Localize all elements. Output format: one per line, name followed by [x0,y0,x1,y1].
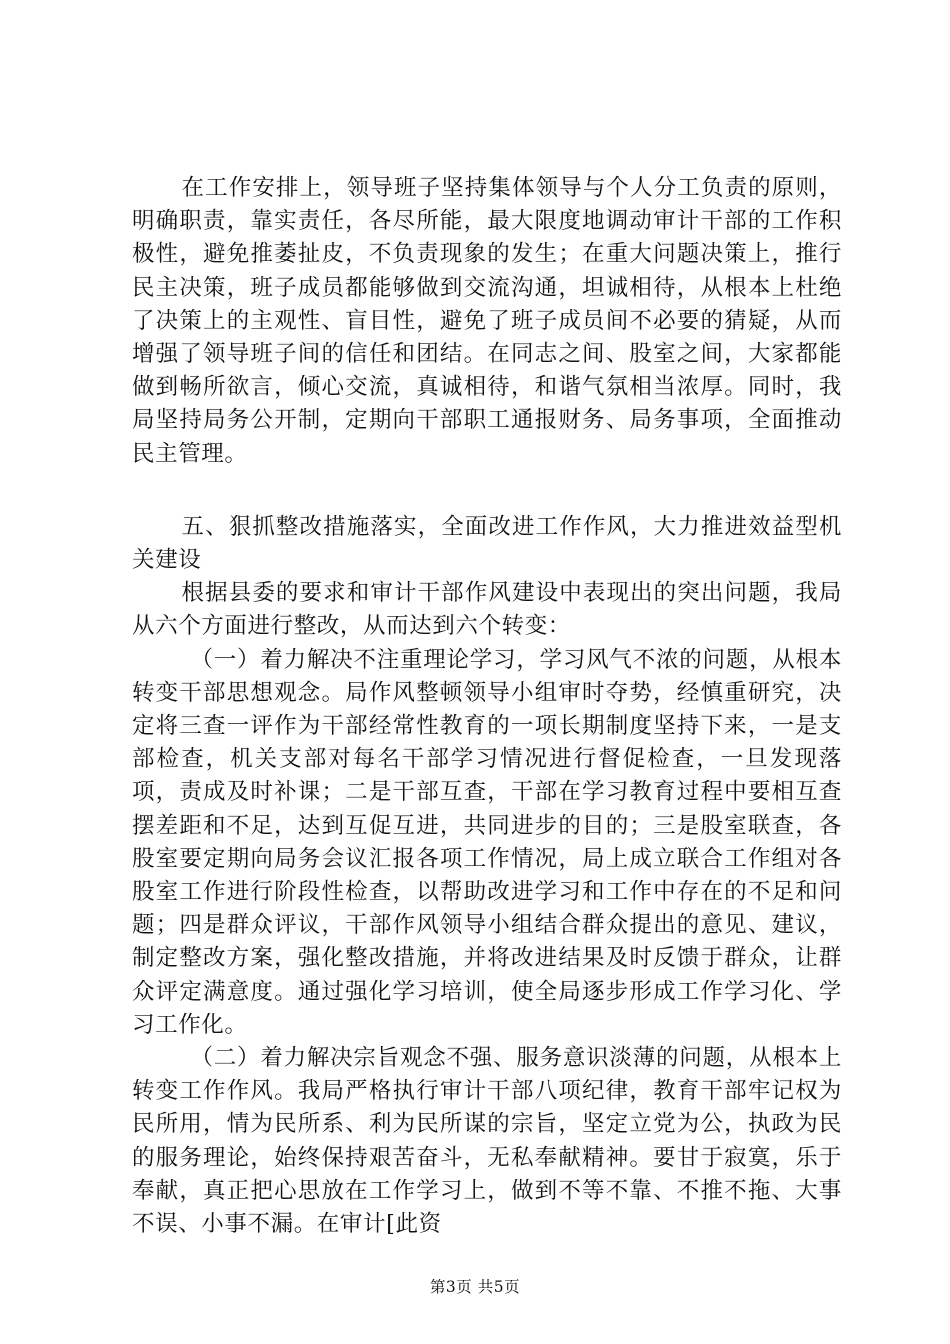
paragraph-work-arrangement: 在工作安排上，领导班子坚持集体领导与个人分工负责的原则，明确职责，靠实责任，各尽所能，最大限度地调动审计干部的工作积极性，避免推萎扯皮，不负责现象的发生；在重大问题决策上，推行民主决策，班子成员都能够做到交流沟通，坦诚相待，从根本上杜绝了决策上的主观性、盲目性，避免了班子成员间不必要的猜疑，从而增强了领导班子间的信任和团结。在同志之间、股室之间，大家都能做到畅所欲言，倾心交流，真诚相待，和谐气氛相当浓厚。同时，我局坚持局务公开制，定期向干部职工通报财务、局务事项，全面推动民主管理。 [132,175,842,467]
paragraph-item-one: （一）着力解决不注重理论学习，学习风气不浓的问题，从根本转变干部思想观念。局作风整顿领导小组审时夺势，经慎重研究，决定将三查一评作为干部经常性教育的一项长期制度坚持下来，一是支部检查，机关支部对每名干部学习情况进行督促检查，一旦发现落项，责成及时补课；二是干部互查，干部在学习教育过程中要相互查摆差距和不足，达到互促互进，共同进步的目的；三是股室联查，各股室要定期向局务会议汇报各项工作情况，局上成立联合工作组对各股室工作进行阶段性检查，以帮助改进学习和工作中存在的不足和问题；四是群众评议，干部作风领导小组结合群众提出的意见、建议，制定整改方案，强化整改措施，并将改进结果及时反馈于群众，让群众评定满意度。通过强化学习培训，使全局逐步形成工作学习化、学习工作化。 [132,646,842,1038]
page-footer: 第3页 共5页 [429,1278,521,1296]
document-body [132,172,842,1241]
paragraph-item-two: （二）着力解决宗旨观念不强、服务意识淡薄的问题，从根本上转变工作作风。我局严格执行审计干部八项纪律，教育干部牢记权为民所用，情为民所系、利为民所谋的宗旨，坚定立党为公，执政为民的服务理论，始终保持艰苦奋斗，无私奉献精神。要甘于寂寞，乐于奉献，真正把心思放在工作学习上，做到不等不靠、不推不拖、大事不误、小事不漏。在审计[此资 [132,1045,842,1238]
section-heading-five: 五、狠抓整改措施落实，全面改进工作作风，大力推进效益型机关建设 [132,513,842,574]
paragraph-six-aspects: 根据县委的要求和审计干部作风建设中表现出的突出问题，我局从六个方面进行整改，从而达到六个转变： [132,580,842,640]
paragraph-gap [132,471,842,511]
